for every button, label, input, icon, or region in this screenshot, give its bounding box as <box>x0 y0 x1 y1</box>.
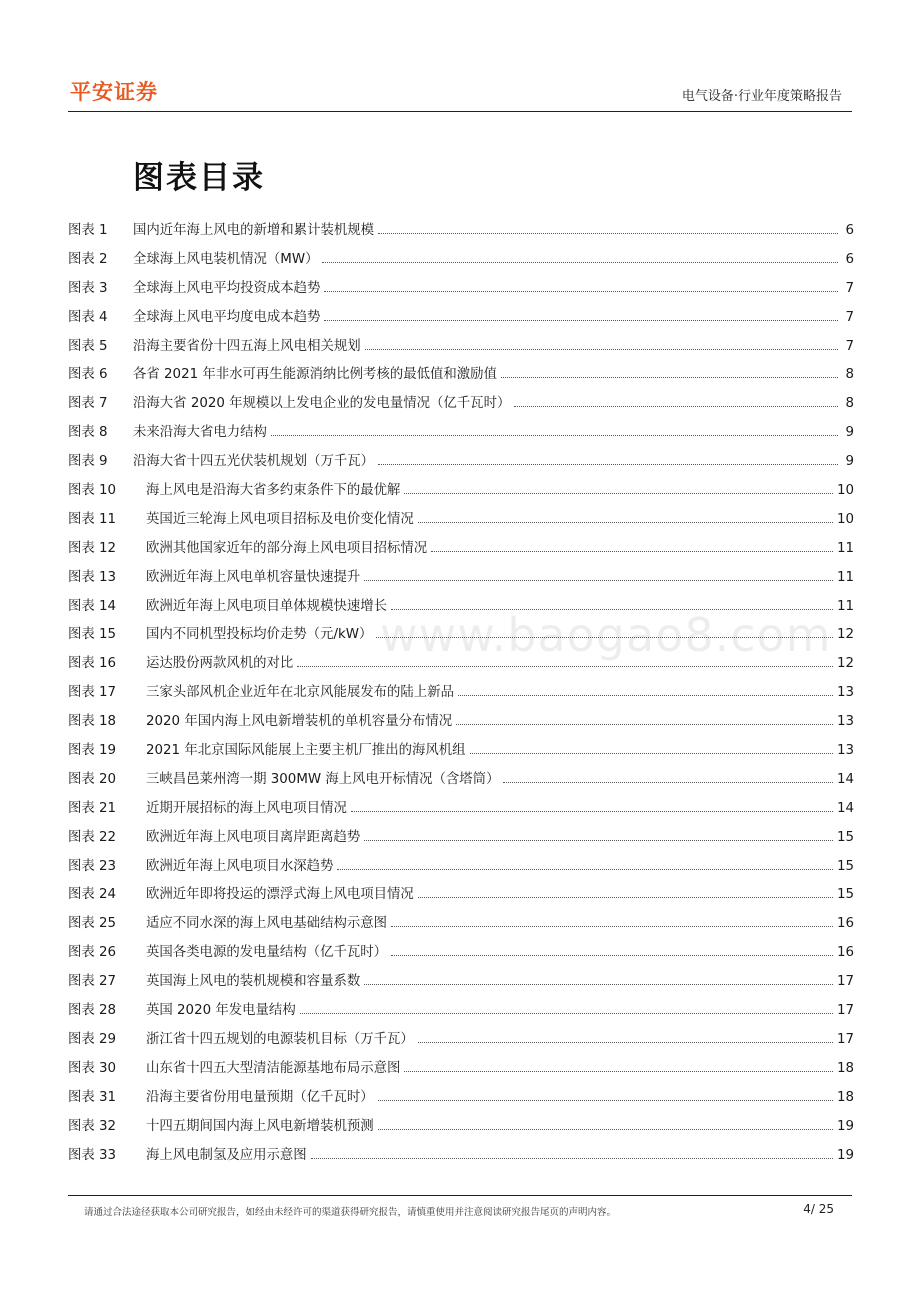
toc-entry-title[interactable]: 欧洲近年海上风电单机容量快速提升 <box>146 569 361 585</box>
toc-entry-label: 图表 22 <box>68 829 117 845</box>
toc-entry-title[interactable]: 全球海上风电平均投资成本趋势 <box>133 280 321 296</box>
toc-leader-dots <box>365 339 838 350</box>
toc-entry-label: 图表 2 <box>68 251 108 267</box>
toc-entry-title[interactable]: 国内近年海上风电的新增和累计装机规模 <box>133 223 375 238</box>
toc-leader-dots <box>378 223 838 234</box>
toc-leader-dots <box>418 887 833 898</box>
toc-entry-label: 图表 26 <box>68 945 117 961</box>
toc-entry-label: 图表 3 <box>68 280 108 296</box>
toc-entry-title[interactable]: 浙江省十四五规划的电源装机目标（万千瓦） <box>146 1031 414 1047</box>
toc-entry-page[interactable]: 17 <box>836 1031 854 1047</box>
toc-entry-title[interactable]: 沿海主要省份十四五海上风电相关规划 <box>133 338 361 354</box>
toc-entry-page[interactable]: 12 <box>836 656 854 672</box>
toc-entry-page[interactable]: 7 <box>845 280 854 296</box>
toc-entry-label: 图表 20 <box>68 771 117 787</box>
toc-leader-dots <box>404 1061 833 1072</box>
toc-entry-page[interactable]: 7 <box>845 338 854 354</box>
toc-entry-title[interactable]: 欧洲近年海上风电项目水深趋势 <box>146 858 334 874</box>
toc-entry[interactable] <box>68 537 854 566</box>
toc-entry[interactable] <box>68 768 854 797</box>
toc-entry-label: 图表 5 <box>68 338 108 354</box>
toc-entry-page[interactable]: 18 <box>836 1060 854 1076</box>
toc-entry-page[interactable]: 6 <box>845 251 854 267</box>
toc-entry[interactable] <box>68 681 854 710</box>
toc-entry-label: 图表 18 <box>68 714 117 730</box>
toc-leader-dots <box>418 1032 833 1043</box>
toc-entry[interactable] <box>68 566 854 595</box>
toc-entry-label: 图表 10 <box>68 483 117 499</box>
toc-entry-page[interactable]: 7 <box>845 309 854 325</box>
toc-leader-dots <box>300 1003 833 1014</box>
toc-entry-title[interactable]: 全球海上风电装机情况（MW） <box>133 251 319 267</box>
toc-leader-dots <box>271 425 838 436</box>
toc-entry-label: 图表 25 <box>68 916 117 932</box>
toc-leader-dots <box>364 974 833 985</box>
toc-entry-title[interactable]: 运达股份两款风机的对比 <box>146 656 294 672</box>
table-of-figures <box>68 219 854 1172</box>
toc-entry[interactable] <box>68 306 854 335</box>
toc-entry[interactable] <box>68 1144 854 1173</box>
toc-entry-label: 图表 24 <box>68 887 117 903</box>
toc-entry-page[interactable]: 11 <box>836 569 854 585</box>
toc-entry-label: 图表 19 <box>68 743 117 759</box>
toc-entry-label: 图表 11 <box>68 511 117 527</box>
toc-entry-label: 图表 21 <box>68 800 117 816</box>
toc-entry-title[interactable]: 欧洲其他国家近年的部分海上风电项目招标情况 <box>146 540 428 556</box>
toc-entry[interactable] <box>68 970 854 999</box>
toc-leader-dots <box>311 1148 833 1159</box>
toc-entry[interactable] <box>68 248 854 277</box>
toc-entry-title[interactable]: 沿海主要省份用电量预期（亿千瓦时） <box>146 1089 374 1105</box>
toc-entry[interactable] <box>68 508 854 537</box>
toc-leader-dots <box>458 685 833 696</box>
toc-entry-page[interactable]: 6 <box>845 223 854 238</box>
toc-entry[interactable] <box>68 797 854 826</box>
toc-leader-dots <box>470 743 833 754</box>
toc-entry-label: 图表 6 <box>68 367 108 383</box>
toc-entry-page[interactable]: 10 <box>836 483 854 499</box>
toc-leader-dots <box>378 1090 833 1101</box>
company-logo: 平安证券 <box>70 80 158 104</box>
toc-entry-title[interactable]: 三家头部风机企业近年在北京风能展发布的陆上新品 <box>146 685 454 701</box>
toc-entry-label: 图表 32 <box>68 1118 117 1134</box>
toc-entry-title[interactable]: 欧洲近年海上风电项目离岸距离趋势 <box>146 829 361 845</box>
toc-entry-label: 图表 17 <box>68 685 117 701</box>
toc-entry[interactable] <box>68 710 854 739</box>
toc-entry[interactable] <box>68 335 854 364</box>
toc-entry-page[interactable]: 8 <box>845 396 854 412</box>
toc-entry-page[interactable]: 10 <box>836 511 854 527</box>
toc-entry-title[interactable]: 全球海上风电平均度电成本趋势 <box>133 309 321 325</box>
toc-entry-label: 图表 15 <box>68 627 117 643</box>
toc-entry[interactable] <box>68 219 854 248</box>
toc-entry-title[interactable]: 山东省十四五大型清洁能源基地布局示意图 <box>146 1060 401 1076</box>
toc-entry-label: 图表 12 <box>68 540 117 556</box>
toc-entry-page[interactable]: 14 <box>836 771 854 787</box>
toc-leader-dots <box>337 859 832 870</box>
toc-entry-label: 图表 31 <box>68 1089 117 1105</box>
toc-entry-title[interactable]: 欧洲近年海上风电项目单体规模快速增长 <box>146 598 388 614</box>
toc-entry-page[interactable]: 15 <box>836 858 854 874</box>
toc-leader-dots <box>514 396 838 407</box>
toc-entry-title[interactable]: 适应不同水深的海上风电基础结构示意图 <box>146 916 388 932</box>
toc-entry[interactable] <box>68 1086 854 1115</box>
toc-entry[interactable] <box>68 999 854 1028</box>
toc-entry-page[interactable]: 15 <box>836 887 854 903</box>
toc-entry-title[interactable]: 沿海大省十四五光伏装机规划（万千瓦） <box>133 454 375 470</box>
toc-entry[interactable] <box>68 826 854 855</box>
footer-disclaimer: 请通过合法途径获取本公司研究报告，如经由未经许可的渠道获得研究报告，请慎重使用并注意阅读研究报告尾页的声明内容。 <box>84 1207 617 1218</box>
toc-leader-dots <box>418 512 833 523</box>
toc-leader-dots <box>431 541 833 552</box>
toc-entry-page[interactable]: 14 <box>836 800 854 816</box>
toc-leader-dots <box>324 281 838 292</box>
toc-entry[interactable] <box>68 363 854 392</box>
toc-entry-label: 图表 13 <box>68 569 117 585</box>
page-number: 4/ 25 <box>803 1202 834 1216</box>
toc-entry-title[interactable]: 英国海上风电的装机规模和容量系数 <box>146 974 361 990</box>
toc-entry-page[interactable]: 9 <box>845 454 854 470</box>
toc-entry[interactable] <box>68 450 854 479</box>
toc-leader-dots <box>501 367 838 378</box>
toc-entry-label: 图表 14 <box>68 598 117 614</box>
footer-divider <box>68 1195 852 1196</box>
toc-entry[interactable] <box>68 277 854 306</box>
toc-entry-page[interactable]: 16 <box>836 945 854 961</box>
toc-entry-page[interactable]: 19 <box>836 1147 854 1163</box>
toc-leader-dots <box>378 454 838 465</box>
watermark: www.baogao8.com <box>380 608 832 662</box>
toc-entry-title[interactable]: 海上风电是沿海大省多约束条件下的最优解 <box>146 483 401 499</box>
toc-entry-label: 图表 30 <box>68 1060 117 1076</box>
toc-entry-label: 图表 7 <box>68 396 108 412</box>
toc-entry[interactable] <box>68 855 854 884</box>
toc-entry-label: 图表 23 <box>68 858 117 874</box>
toc-leader-dots <box>324 310 838 321</box>
toc-entry-label: 图表 27 <box>68 974 117 990</box>
toc-leader-dots <box>378 1119 833 1130</box>
toc-leader-dots <box>364 830 833 841</box>
toc-entry-title[interactable]: 英国 2020 年发电量结构 <box>146 1003 296 1019</box>
toc-entry-page[interactable]: 13 <box>836 743 854 759</box>
toc-leader-dots <box>456 714 833 725</box>
toc-entry[interactable] <box>68 739 854 768</box>
toc-leader-dots <box>322 252 838 263</box>
toc-entry-title[interactable]: 国内不同机型投标均价走势（元/kW） <box>146 627 373 643</box>
toc-entry-page[interactable]: 11 <box>836 598 854 614</box>
page-title: 图表目录 <box>133 160 265 196</box>
toc-entry-label: 图表 29 <box>68 1031 117 1047</box>
toc-entry-label: 图表 8 <box>68 425 108 441</box>
toc-leader-dots <box>404 483 833 494</box>
toc-entry[interactable] <box>68 912 854 941</box>
toc-entry[interactable] <box>68 1028 854 1057</box>
toc-entry-page[interactable]: 16 <box>836 916 854 932</box>
toc-entry-title[interactable]: 三峡昌邑莱州湾一期 300MW 海上风电开标情况（含塔筒） <box>146 771 500 787</box>
toc-entry-title[interactable]: 近期开展招标的海上风电项目情况 <box>146 800 347 816</box>
toc-entry-title[interactable]: 英国各类电源的发电量结构（亿千瓦时） <box>146 945 388 961</box>
toc-entry-page[interactable]: 15 <box>836 829 854 845</box>
toc-leader-dots <box>364 570 833 581</box>
toc-entry[interactable] <box>68 392 854 421</box>
toc-leader-dots <box>503 772 832 783</box>
toc-entry-page[interactable]: 19 <box>836 1118 854 1134</box>
toc-entry[interactable] <box>68 883 854 912</box>
toc-entry-page[interactable]: 9 <box>845 425 854 441</box>
toc-entry-page[interactable]: 13 <box>836 685 854 701</box>
header-divider <box>68 111 852 112</box>
toc-entry-page[interactable]: 13 <box>836 714 854 730</box>
toc-entry-page[interactable]: 18 <box>836 1089 854 1105</box>
toc-entry-page[interactable]: 8 <box>845 367 854 383</box>
toc-entry-page[interactable]: 12 <box>836 627 854 643</box>
toc-entry-title[interactable]: 2021 年北京国际风能展上主要主机厂推出的海风机组 <box>146 743 466 759</box>
toc-entry-page[interactable]: 17 <box>836 974 854 990</box>
toc-entry-label: 图表 33 <box>68 1147 117 1163</box>
toc-entry[interactable] <box>68 421 854 450</box>
toc-entry[interactable] <box>68 941 854 970</box>
toc-entry-label: 图表 4 <box>68 309 108 325</box>
toc-leader-dots <box>351 801 833 812</box>
toc-entry-title[interactable]: 欧洲近年即将投运的漂浮式海上风电项目情况 <box>146 887 414 903</box>
toc-entry[interactable] <box>68 479 854 508</box>
report-title: 电气设备·行业年度策略报告 <box>681 89 842 104</box>
toc-entry-title[interactable]: 英国近三轮海上风电项目招标及电价变化情况 <box>146 511 414 527</box>
toc-entry-page[interactable]: 11 <box>836 540 854 556</box>
toc-entry-title[interactable]: 沿海大省 2020 年规模以上发电企业的发电量情况（亿千瓦时） <box>133 396 511 412</box>
toc-entry-title[interactable]: 各省 2021 年非水可再生能源消纳比例考核的最低值和激励值 <box>133 367 497 383</box>
toc-entry-page[interactable]: 17 <box>836 1003 854 1019</box>
toc-entry-title[interactable]: 2020 年国内海上风电新增装机的单机容量分布情况 <box>146 714 453 730</box>
toc-entry-label: 图表 16 <box>68 656 117 672</box>
toc-entry[interactable] <box>68 1115 854 1144</box>
toc-entry-title[interactable]: 海上风电制氢及应用示意图 <box>146 1147 307 1163</box>
toc-entry-title[interactable]: 十四五期间国内海上风电新增装机预测 <box>146 1118 374 1134</box>
toc-leader-dots <box>391 916 833 927</box>
toc-entry-label: 图表 9 <box>68 454 108 470</box>
toc-leader-dots <box>391 945 833 956</box>
toc-entry-label: 图表 28 <box>68 1003 117 1019</box>
toc-entry-label: 图表 1 <box>68 223 108 238</box>
toc-entry-title[interactable]: 未来沿海大省电力结构 <box>133 425 267 441</box>
toc-entry[interactable] <box>68 1057 854 1086</box>
